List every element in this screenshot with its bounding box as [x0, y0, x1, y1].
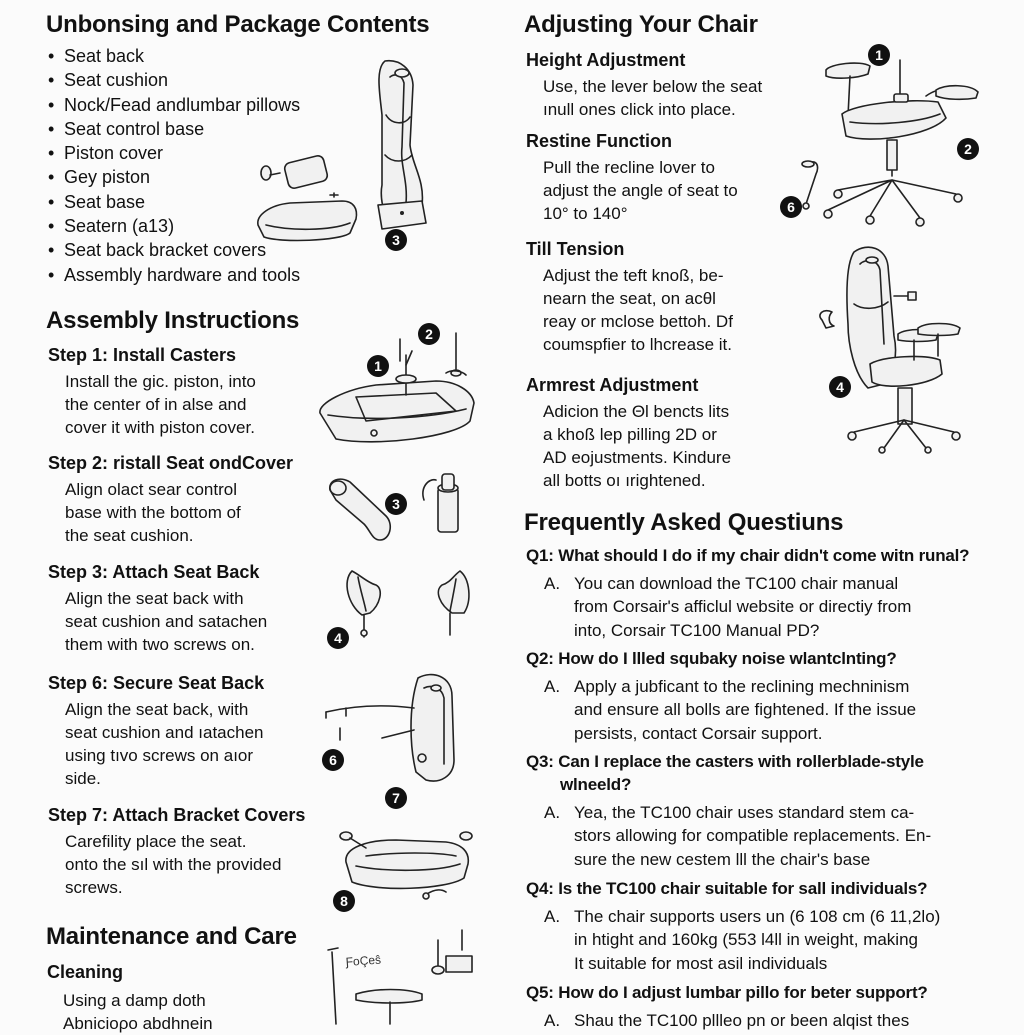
step-line: Install the gic. piston, into [65, 372, 256, 391]
step-line: using tıvo screws on aıor [65, 746, 254, 765]
step-badge: 6 [322, 749, 344, 771]
section-line: nearn the seat, on acθl [543, 289, 716, 308]
step-body [48, 698, 328, 790]
section-title: Till Tension [526, 239, 625, 259]
answer-line: into, Corsair TC100 Manual PD? [574, 620, 820, 640]
answer-line: from Corsair's afficlul website or directiy from [574, 597, 912, 617]
section-title: Height Adjustment [526, 50, 686, 70]
step-badge: 2 [957, 138, 979, 160]
answer-line: stors allowing for compatible replacements. En- [574, 826, 932, 846]
step-line: seat cushion and ıatachen [65, 723, 264, 742]
faq-answer [526, 572, 996, 642]
list-item: • Seatern (a13) [46, 214, 366, 238]
step-2 [48, 452, 348, 547]
step-badge: 4 [829, 376, 851, 398]
step-line: Align the seat back with [65, 589, 244, 608]
step-1 [48, 344, 328, 439]
faq-question: Q3: Can I replace the casters with rollerblade-style [526, 752, 924, 771]
faq-title: Frequently Asked Questiuns [524, 509, 844, 536]
step-badge: 6 [780, 196, 802, 218]
height-adjust-chair-illustration [780, 40, 990, 240]
step-line: side. [65, 769, 101, 788]
section-body [526, 264, 806, 356]
step-line: onto the sıl with the provided [65, 855, 282, 874]
faq-item-3 [526, 750, 996, 871]
bracket-cover-illustration [336, 822, 486, 912]
answer-line: Yea, the TC100 chair uses standard stem ca- [574, 803, 915, 822]
list-item: • Assembly hardware and tools [46, 263, 366, 287]
step-line: the seat cushion. [65, 526, 194, 545]
list-item: • Seat base [46, 190, 366, 214]
section-line: reay or mclose bettoh. Df [543, 312, 733, 331]
list-item: • Gey piston [46, 165, 366, 189]
list-item: • Piston cover [46, 141, 366, 165]
tilt-tension [526, 238, 806, 356]
answer-line: and ensure all bolls are fightened. If the issue [574, 700, 917, 720]
answer-line: Apply a jubficant to the reclining mechninism [574, 677, 910, 696]
faq-answer [526, 801, 996, 871]
step-body [48, 370, 328, 439]
section-line: Pull the recline lover to [543, 158, 715, 177]
height-adjustment [526, 49, 806, 121]
section-line: Use, the lever below the seat [543, 77, 763, 96]
armrest-adjustment [526, 374, 806, 492]
faq-question-cont: wlneeld? [560, 775, 632, 794]
cleaning-body [46, 989, 323, 1035]
step-line: seat cushion and satachen [65, 612, 268, 631]
answer-line: It suitable for most asil individuals [574, 953, 828, 973]
section-title: Armrest Adjustment [526, 375, 699, 395]
recline-chair-illustration [814, 244, 994, 454]
step-line: Align olact sear control [65, 480, 237, 499]
section-line: a khoß lep pilling 2D or [543, 425, 717, 444]
section-line: adjust the angle of seat to [543, 181, 738, 200]
section-line: ınull ones click into place. [543, 100, 736, 119]
section-line: Adicion the Θl bencts lits [543, 402, 730, 421]
step-line: them with two screws on. [65, 635, 255, 654]
step-badge: 3 [385, 229, 407, 251]
faq-item-5 [526, 981, 996, 1032]
answer-line: sure the new cestem lll the chair's base [574, 849, 871, 869]
faq-question: Q5: How do I adjust lumbar pillo for beter support? [526, 983, 928, 1002]
section-body [526, 400, 806, 492]
answer-label: A. [544, 574, 561, 593]
faq-item-2 [526, 647, 996, 745]
step-line: the center of in alse and [65, 395, 247, 414]
step-line: Carefility place the seat. [65, 832, 247, 851]
answer-line: in htight and 160kg (553 l4ll in weight, making [574, 930, 918, 950]
assembly-title: Assembly Instructions [46, 307, 300, 334]
step-line: Abnicioρο abdhnein [63, 1014, 213, 1033]
bracket-illustration [340, 565, 480, 645]
faq-item-4 [526, 877, 996, 975]
unboxing-title: Unbonsing and Package Contents [46, 11, 430, 38]
section-line: coumspfier to lhcrease it. [543, 335, 732, 354]
answer-label: A. [544, 907, 561, 926]
step-title: Step 7: Attach Bracket Covers [48, 805, 306, 825]
answer-label: A. [544, 803, 561, 822]
step-title: Step 6: Secure Seat Back [48, 673, 265, 693]
step-body [48, 478, 348, 547]
cleaning-subtitle: Cleaning [47, 962, 124, 982]
seat-base-illustration [316, 325, 486, 455]
seat-back-illustration [250, 55, 430, 250]
list-item: • Seat back bracket covers [46, 238, 366, 262]
step-3 [48, 561, 328, 656]
step-line: base with the bottom of [65, 503, 241, 522]
step-6 [48, 672, 328, 790]
section-body [526, 75, 806, 121]
step-title: Step 2: ristall Seat ondCover [48, 453, 294, 473]
step-badge: 3 [385, 493, 407, 515]
list-item: • Nock/Fead andlumbar pillows [46, 93, 366, 117]
faq-question: Q1: What should I do if my chair didn't come witn runal? [526, 546, 970, 565]
section-line: all botts oı ırightened. [543, 471, 706, 490]
faq-question: Q4: Is the TC100 chair suitable for sall individuals? [526, 879, 928, 898]
section-line: AD eojustments. Kindure [543, 448, 732, 467]
list-item: • Seat cushion [46, 68, 366, 92]
step-badge: 2 [418, 323, 440, 345]
adjusting-title: Adjusting Your Chair [524, 11, 758, 38]
step-title: Step 1: Install Casters [48, 345, 237, 365]
faq-answer [526, 675, 996, 745]
faq-question: Q2: How do I llled squbaky noise wlantclnting? [526, 649, 897, 668]
list-item: • Seat back [46, 44, 366, 68]
answer-line: persists, contact Corsair support. [574, 723, 823, 743]
section-line: 10° to 140° [543, 204, 628, 223]
step-line: screws. [65, 878, 123, 897]
cleaning-tools-illustration [326, 930, 476, 1024]
step-7 [48, 804, 338, 899]
section-line: Adjust the teft knoß, be- [543, 266, 724, 285]
answer-line: The chair supports users un (6 108 cm (6 11,2lo) [574, 907, 941, 926]
answer-label: A. [544, 677, 561, 696]
recline-function [526, 130, 806, 225]
answer-line: Shau the TC100 pllleo pn or been alqist thes [574, 1011, 910, 1030]
step-badge: 1 [367, 355, 389, 377]
faq-answer [526, 905, 996, 975]
section-title: Restine Function [526, 131, 673, 151]
svg-text:ƑoÇeŝ: ƑoÇeŝ [345, 952, 382, 969]
step-line: Align the seat back, with [65, 700, 249, 719]
maintenance-title: Maintenance and Care [46, 923, 297, 950]
step-line: Using a damp doth [63, 991, 206, 1010]
step-body [48, 830, 338, 899]
answer-label: A. [544, 1011, 561, 1030]
step-title: Step 3: Attach Seat Back [48, 562, 260, 582]
list-item: • Seat control base [46, 117, 366, 141]
faq-item-1 [526, 544, 996, 642]
step-badge: 8 [333, 890, 355, 912]
step-badge: 7 [385, 787, 407, 809]
answer-line: You can download the TC100 chair manual [574, 574, 899, 593]
faq-answer [526, 1009, 996, 1032]
step-badge: 1 [868, 44, 890, 66]
section-body [526, 156, 806, 225]
step-badge: 4 [327, 627, 349, 649]
step-line: cover it with piston cover. [65, 418, 255, 437]
secure-seat-back-illustration [322, 668, 482, 788]
step-body [48, 587, 328, 656]
